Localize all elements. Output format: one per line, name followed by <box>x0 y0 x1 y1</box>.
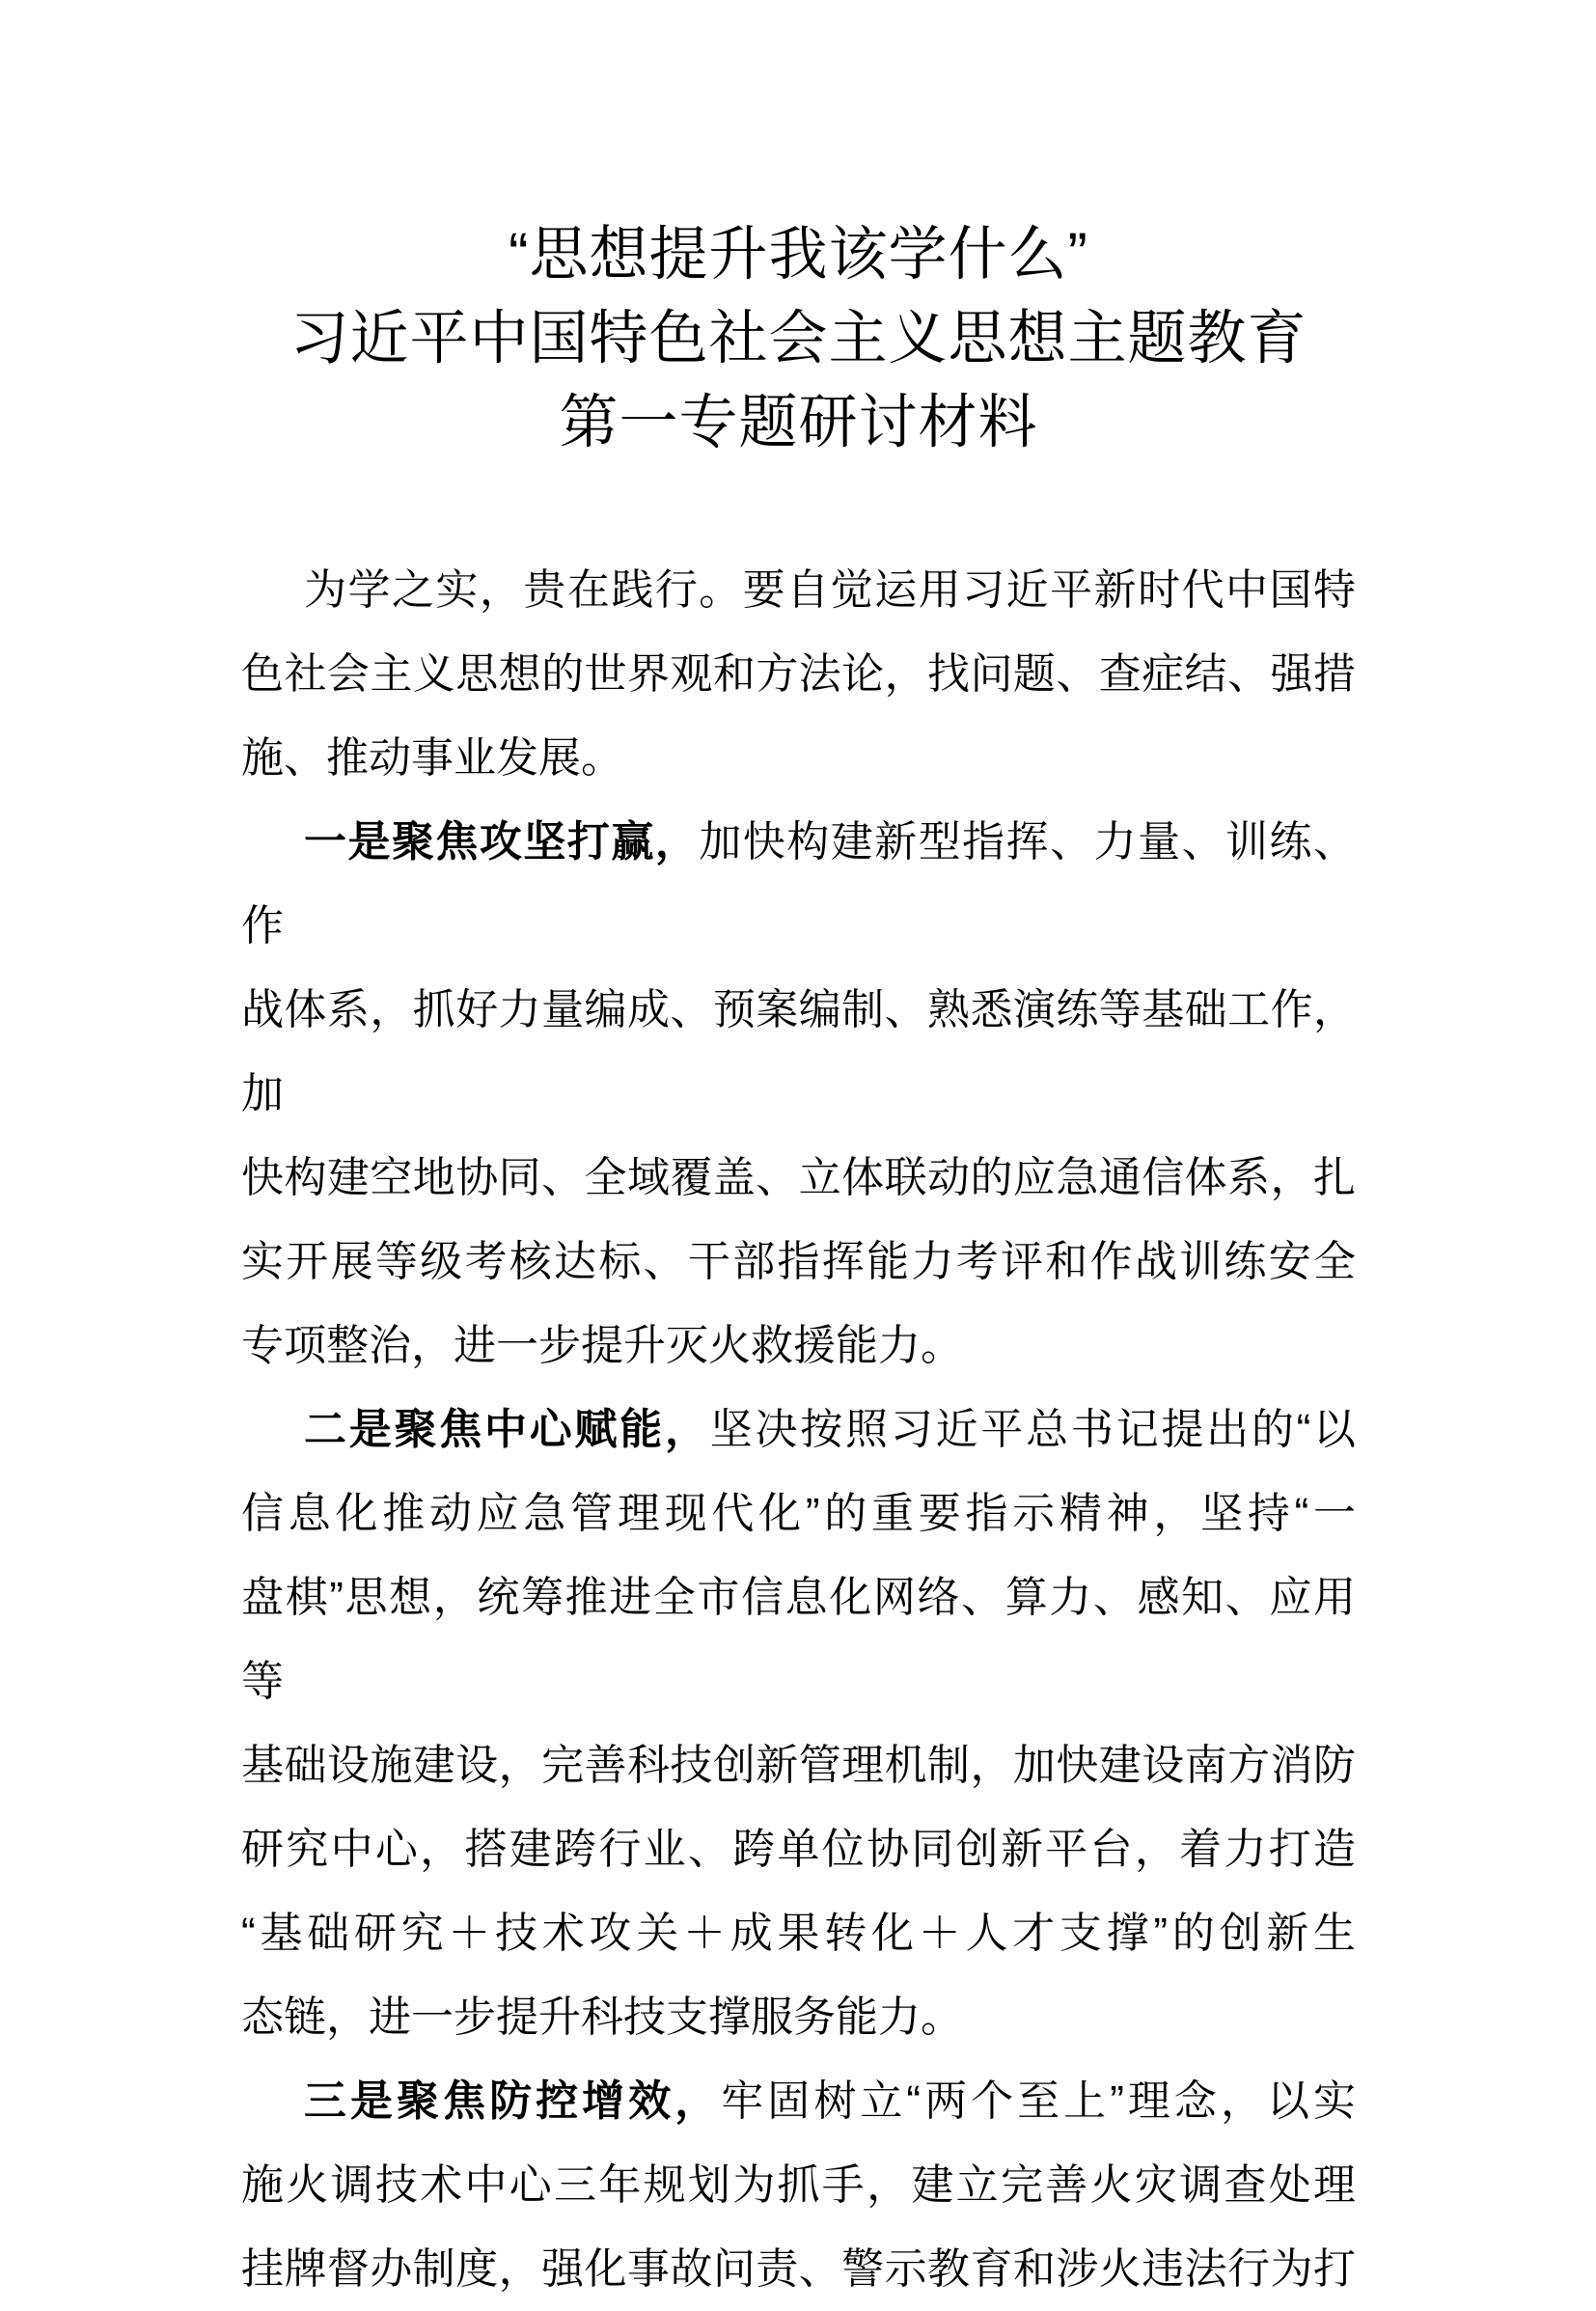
text-segment: 施火调技术中心三年规划为抓手，建立完善火灾调查处理 <box>241 2161 1356 2209</box>
text-line <box>241 2059 1356 2143</box>
text-line <box>241 1136 1356 1220</box>
text-segment: 挂牌督办制度，强化事故问责、警示教育和涉火违法行为打 <box>241 2245 1356 2293</box>
bold-lead-text: 三是聚焦防控增效， <box>304 2077 722 2125</box>
text-line <box>241 1220 1356 1304</box>
text-line <box>241 632 1356 716</box>
text-segment: 为学之实，贵在践行。要自觉运用习近平新时代中国特 <box>304 566 1356 614</box>
document-body <box>241 548 1356 2311</box>
title-line-3: 第一专题研讨材料 <box>559 389 1038 454</box>
text-segment: 色社会主义思想的世界观和方法论，找问题、查症结、强措 <box>241 650 1356 698</box>
text-segment: 盘棋”思想，统筹推进全市信息化网络、算力、感知、应用等 <box>241 1574 1356 1705</box>
text-line <box>241 2227 1356 2311</box>
bold-lead-text: 一是聚焦攻坚打赢， <box>304 818 700 866</box>
text-line <box>241 1975 1356 2059</box>
text-line <box>241 1807 1356 1891</box>
text-segment: 基础设施建设，完善科技创新管理机制，加快建设南方消防 <box>241 1742 1356 1789</box>
paragraph-4 <box>241 2059 1356 2311</box>
text-segment: 战体系，抓好力量编成、预案编制、熟悉演练等基础工作，加 <box>241 986 1356 1117</box>
text-segment: 加快构建新型指挥、力量、训练、作 <box>241 818 1357 949</box>
text-line <box>241 1304 1356 1388</box>
title-body-gap <box>241 464 1356 548</box>
text-segment: 快构建空地协同、全域覆盖、立体联动的应急通信体系，扎 <box>241 1154 1356 1201</box>
page-content <box>241 212 1356 2311</box>
text-segment: 专项整治，进一步提升灭火救援能力。 <box>241 1322 963 1369</box>
text-line <box>241 1555 1356 1723</box>
document-title <box>241 212 1356 464</box>
text-segment: 实开展等级考核达标、干部指挥能力考评和作战训练安全 <box>241 1238 1356 1285</box>
text-line <box>241 548 1356 632</box>
text-segment: “基础研究＋技术攻关＋成果转化＋人才支撑”的创新生 <box>241 1910 1356 1957</box>
text-segment: 牢固树立“两个至上”理念，以实 <box>721 2077 1357 2125</box>
title-line-2: 习近平中国特色社会主义思想主题教育 <box>289 305 1307 371</box>
text-line <box>241 2143 1356 2227</box>
text-line <box>241 1472 1356 1555</box>
bold-lead-text: 二是聚焦中心赋能， <box>304 1406 710 1453</box>
text-segment: 态链，进一步提升科技支撑服务能力。 <box>241 1994 963 2041</box>
paragraph-3 <box>241 1388 1356 2059</box>
text-segment: 信息化推动应急管理现代化”的重要指示精神，坚持“一 <box>241 1490 1356 1537</box>
text-line <box>241 968 1356 1136</box>
text-line <box>241 1388 1356 1472</box>
text-line <box>241 800 1356 968</box>
text-segment: 坚决按照习近平总书记提出的“以 <box>709 1406 1357 1453</box>
paragraph-1 <box>241 548 1356 800</box>
text-line <box>241 1891 1356 1975</box>
paragraph-2 <box>241 800 1356 1388</box>
text-segment: 研究中心，搭建跨行业、跨单位协同创新平台，着力打造 <box>241 1826 1356 1873</box>
title-line-1: “思想提升我该学什么” <box>509 221 1088 287</box>
text-line <box>241 716 1356 800</box>
text-segment: 施、推动事业发展。 <box>241 734 623 782</box>
text-line <box>241 1723 1356 1807</box>
